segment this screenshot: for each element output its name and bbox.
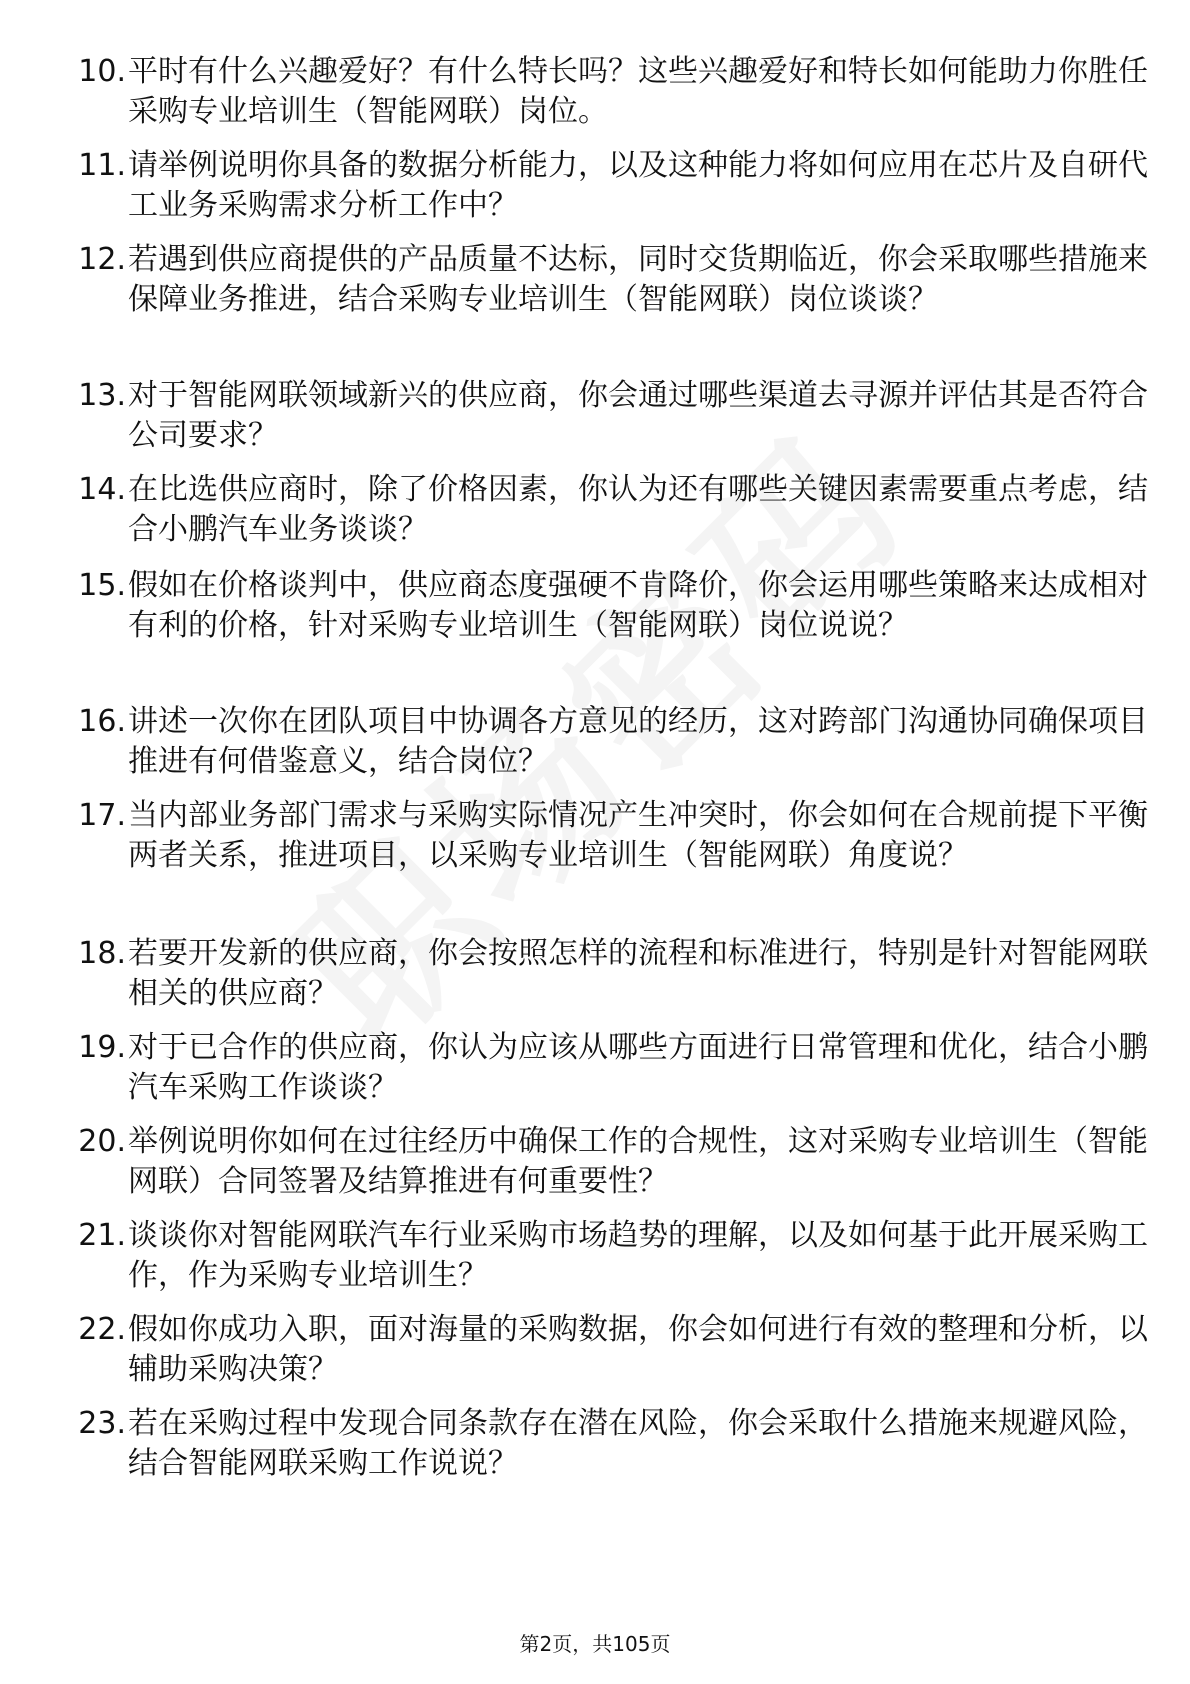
question-text: 若在采购过程中发现合同条款存在潜在风险，你会采取什么措施来规避风险，结合智能网联采购工作说说？: [128, 1406, 1148, 1481]
question-text: 平时有什么兴趣爱好？有什么特长吗？这些兴趣爱好和特长如何能助力你胜任采购专业培训生（智能网联）岗位。: [128, 54, 1148, 129]
question-number: 17.: [78, 798, 126, 833]
question-text: 若要开发新的供应商，你会按照怎样的流程和标准进行，特别是针对智能网联相关的供应商？: [128, 936, 1148, 1011]
question-number: 13.: [78, 378, 126, 413]
page-footer: [0, 1630, 1190, 1658]
question-number: 18.: [78, 936, 126, 971]
question-number: 12.: [78, 242, 126, 277]
question-text: 谈谈你对智能网联汽车行业采购市场趋势的理解，以及如何基于此开展采购工作，作为采购专业培训生？: [128, 1218, 1148, 1293]
question-number: 21.: [78, 1218, 126, 1253]
question-number: 20.: [78, 1124, 126, 1159]
page-number-label: 第2页，共105页: [519, 1632, 671, 1656]
question-number: 10.: [78, 54, 126, 89]
question-text: 请举例说明你具备的数据分析能力，以及这种能力将如何应用在芯片及自研代工业务采购需求分析工作中？: [128, 148, 1148, 223]
question-text: 对于已合作的供应商，你认为应该从哪些方面进行日常管理和优化，结合小鹏汽车采购工作谈谈？: [128, 1030, 1148, 1105]
question-number: 16.: [78, 704, 126, 739]
question-number: 14.: [78, 472, 126, 507]
question-number: 19.: [78, 1030, 126, 1065]
question-text: 举例说明你如何在过往经历中确保工作的合规性，这对采购专业培训生（智能网联）合同签署及结算推进有何重要性？: [128, 1124, 1148, 1199]
question-text: 在比选供应商时，除了价格因素，你认为还有哪些关键因素需要重点考虑，结合小鹏汽车业务谈谈？: [128, 472, 1148, 547]
question-number: 15.: [78, 568, 126, 603]
question-text: 对于智能网联领域新兴的供应商，你会通过哪些渠道去寻源并评估其是否符合公司要求？: [128, 378, 1148, 453]
question-text: 假如你成功入职，面对海量的采购数据，你会如何进行有效的整理和分析，以辅助采购决策？: [128, 1312, 1148, 1387]
question-text: 当内部业务部门需求与采购实际情况产生冲突时，你会如何在合规前提下平衡两者关系，推进项目，以采购专业培训生（智能网联）角度说？: [128, 798, 1148, 873]
question-number: 23.: [78, 1406, 126, 1441]
question-text: 若遇到供应商提供的产品质量不达标，同时交货期临近，你会采取哪些措施来保障业务推进，结合采购专业培训生（智能网联）岗位谈谈？: [128, 242, 1148, 317]
question-number: 22.: [78, 1312, 126, 1347]
question-text: 讲述一次你在团队项目中协调各方意见的经历，这对跨部门沟通协同确保项目推进有何借鉴意义，结合岗位？: [128, 704, 1148, 779]
question-text: 假如在价格谈判中，供应商态度强硬不肯降价，你会运用哪些策略来达成相对有利的价格，针对采购专业培训生（智能网联）岗位说说？: [128, 568, 1148, 643]
question-number: 11.: [78, 148, 126, 183]
